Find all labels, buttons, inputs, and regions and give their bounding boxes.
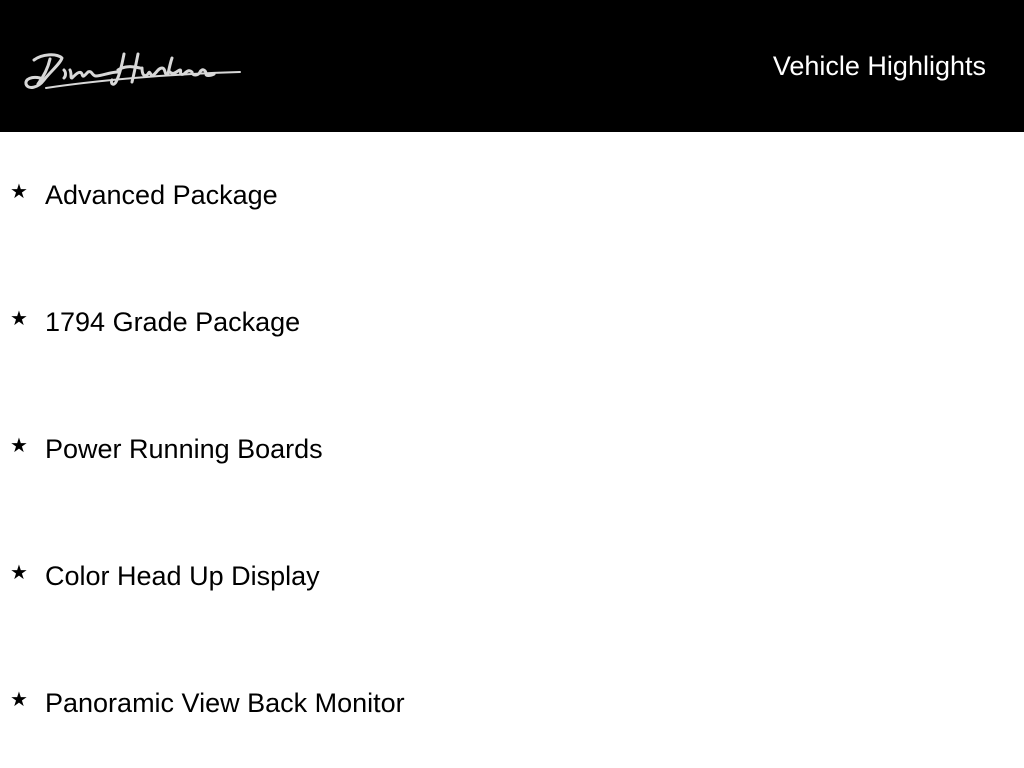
highlight-label: Color Head Up Display	[45, 561, 320, 591]
highlight-label: 1794 Grade Package	[45, 307, 301, 337]
list-item	[0, 386, 1024, 513]
list-item	[0, 640, 1024, 767]
star-icon: ★	[10, 435, 28, 457]
star-icon: ★	[10, 689, 28, 711]
star-icon: ★	[10, 308, 28, 330]
highlight-label: Advanced Package	[45, 180, 278, 210]
list-item	[0, 259, 1024, 386]
dealer-logo	[20, 44, 244, 98]
highlight-label: Panoramic View Back Monitor	[45, 688, 405, 718]
list-item	[0, 513, 1024, 640]
highlight-label: Power Running Boards	[45, 434, 323, 464]
highlights-list	[0, 132, 1024, 767]
header-bar	[0, 0, 1024, 132]
star-icon: ★	[10, 181, 28, 203]
list-item	[0, 132, 1024, 259]
page-title: Vehicle Highlights	[772, 51, 986, 81]
star-icon: ★	[10, 562, 28, 584]
